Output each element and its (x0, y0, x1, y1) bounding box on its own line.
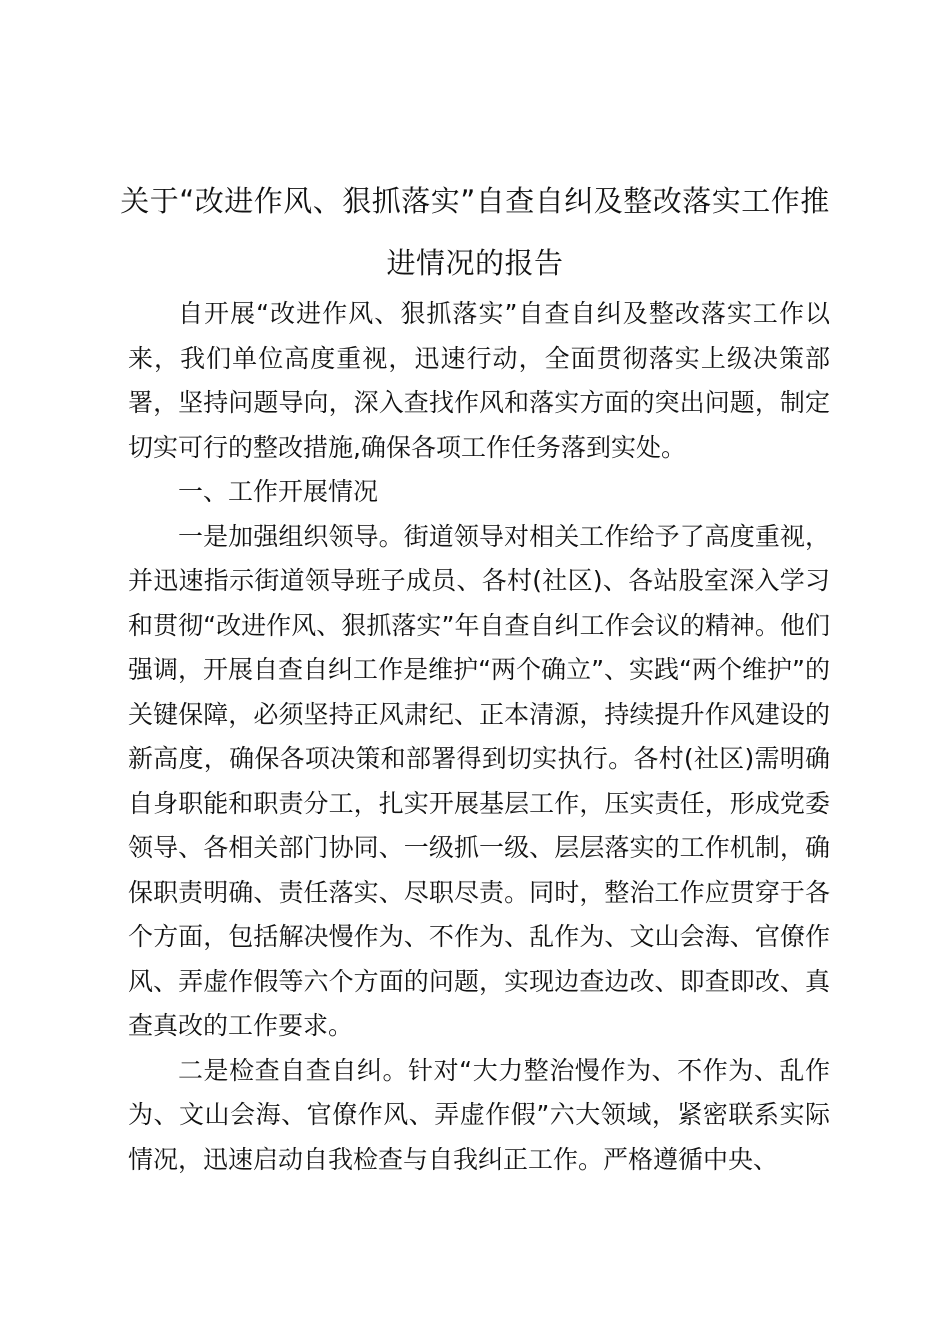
section-heading: 一、工作开展情况 (178, 477, 379, 506)
body-paragraph: 一是加强组织领导。街道领导对相关工作给予了高度重视，并迅速指示街道领导班子成员、各村(社区)、各站股室深入学习和贯彻“改进作风、狠抓落实”年自查自纠工作会议的精神。他们强调，开展自查自纠工作是维护“两个确立”、实践“两个维护”的关键保障，必须坚持正风肃纪、正本清源，持续提升作风建设的新高度，确保各项决策和部署得到切实执行。各村(社区)需明确自身职能和职责分工，扎实开展基层工作，压实责任，形成党委领导、各相关部门协同、一级抓一级、层层落实的工作机制，确保职责明确、责任落实、尽职尽责。同时，整治工作应贯穿于各个方面，包括解决慢作为、不作为、乱作为、文山会海、官僚作风、弄虚作假等六个方面的问题，实现边查边改、即查即改、真查真改的工作要求。 (128, 521, 830, 1040)
body-paragraph: 二是检查自查自纠。针对“大力整治慢作为、不作为、乱作为、文山会海、官僚作风、弄虚作假”六大领域，紧密联系实际情况，迅速启动自我检查与自我纠正工作。严格遵循中央、 (128, 1055, 830, 1174)
document-title: 关于“改进作风、狠抓落实”自查自纠及整改落实工作推进情况的报告 (120, 184, 830, 280)
intro-paragraph: 自开展“改进作风、狠抓落实”自查自纠及整改落实工作以来，我们单位高度重视，迅速行动，全面贯彻落实上级决策部署，坚持问题导向，深入查找作风和落实方面的突出问题，制定切实可行的整改措施,确保各项工作任务落到实处。 (128, 299, 830, 462)
document-body (128, 292, 830, 1182)
